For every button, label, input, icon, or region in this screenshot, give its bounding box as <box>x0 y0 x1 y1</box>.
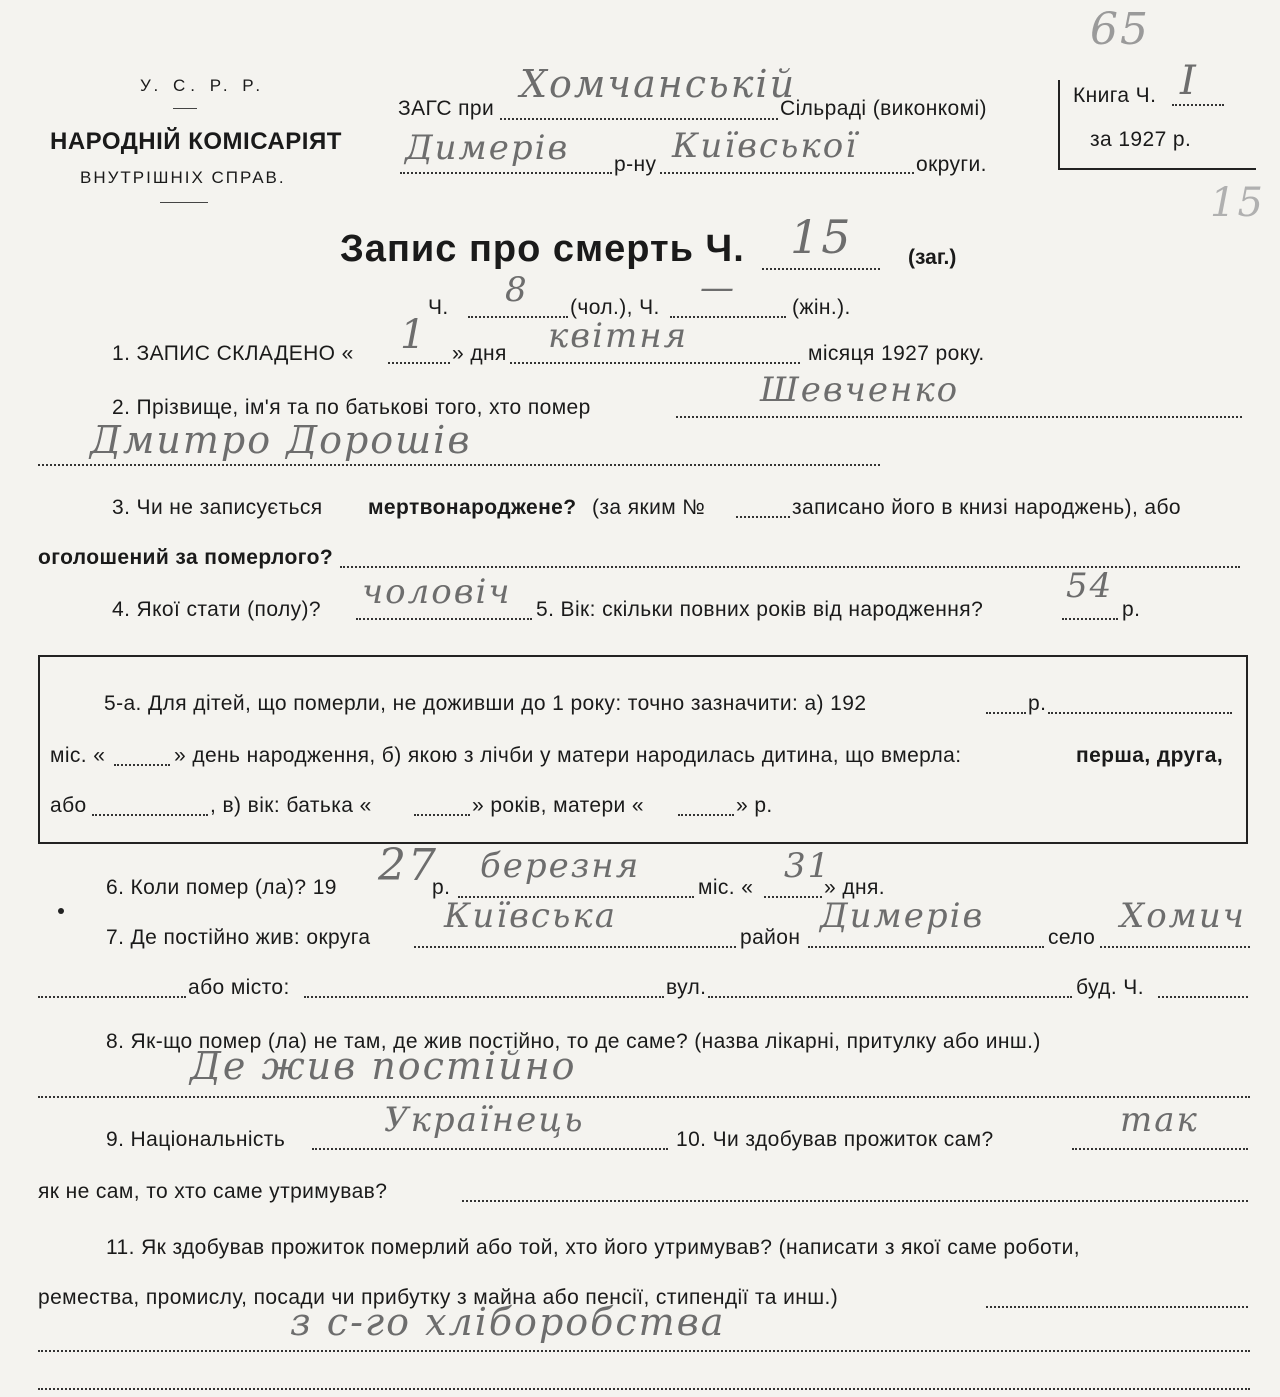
commissariat-label: НАРОДНІЙ КОМІСАРІЯТ <box>50 128 342 155</box>
f7-selo-label: село <box>1048 926 1096 949</box>
f2-line <box>676 416 1242 418</box>
zags-prefix: ЗАГС при <box>398 97 495 120</box>
book-label: Книга Ч. <box>1073 84 1157 107</box>
f4-value: чоловіч <box>362 572 512 612</box>
f7b-bud: буд. Ч. <box>1076 976 1144 999</box>
f10-value: так <box>1120 1100 1199 1140</box>
male-prefix: Ч. <box>428 296 449 319</box>
f5a-r: р. <box>1028 692 1047 715</box>
f5a-line3d: » р. <box>736 794 773 817</box>
f9-line <box>312 1148 668 1150</box>
f8-value: Де жив постійно <box>190 1044 577 1088</box>
f7b-line2 <box>304 996 664 998</box>
f5-line <box>1062 618 1118 620</box>
corner-mark: 65 <box>1090 4 1150 55</box>
f5a-month-line <box>1048 712 1232 714</box>
f7-rayon-label: район <box>740 926 801 949</box>
f7b-line1 <box>38 996 186 998</box>
f7-label: 7. Де постійно жив: округа <box>106 926 371 949</box>
f3-number-line <box>736 516 790 518</box>
f3-c: (за яким № <box>592 496 706 519</box>
f5a-line3c: » років, матери « <box>472 794 644 817</box>
f1-end: місяця 1927 року. <box>808 342 985 365</box>
f11-line4 <box>38 1388 1250 1390</box>
f11-line2: ремества, промислу, посади чи прибутку з майна або пенсії, стипендії та инш.) <box>38 1286 839 1309</box>
f3-e: оголошений за померлого? <box>38 546 334 569</box>
f5a-year-line <box>986 712 1026 714</box>
f7b-line4 <box>1158 996 1248 998</box>
f7b-misto: або місто: <box>188 976 290 999</box>
rayon-handwritten: Димерів <box>405 128 570 168</box>
f7b-line3 <box>708 996 1072 998</box>
record-title: Запис про смерть Ч. <box>340 228 745 270</box>
f5a-father-line <box>414 814 470 816</box>
f11-line3 <box>38 1350 1250 1352</box>
f7-selo: Хомич <box>1120 896 1246 936</box>
f11-value: з с-го хліборобства <box>290 1300 726 1344</box>
f1-month-line <box>510 362 800 364</box>
f5a-line3b: , в) вік: батька « <box>210 794 372 817</box>
f11-line2-blank <box>986 1306 1248 1308</box>
f1-day-line <box>388 362 450 364</box>
book-number-line <box>1172 104 1224 106</box>
f10b-label: як не сам, то хто саме утримував? <box>38 1180 388 1203</box>
f5a-day-line <box>114 764 170 766</box>
f8-label: 8. Як-що помер (ла) не там, де жив постійно, то де саме? (назва лікарні, притулку або инш.) <box>106 1030 1041 1053</box>
zags-handwritten: Хомчанській <box>520 62 797 106</box>
f7-rayon: Димерів <box>820 896 985 936</box>
divider <box>173 108 197 109</box>
department-label: ВНУТРІШНІХ СПРАВ. <box>80 168 286 187</box>
f1-mid: » дня <box>452 342 507 365</box>
rayon-line <box>400 172 612 174</box>
rayon-label: р-ну <box>614 153 657 176</box>
f3-d: записано його в книзі народжень), або <box>792 496 1181 519</box>
female-label: (жін.). <box>792 296 851 319</box>
f2-names: Дмитро Дорошів <box>90 418 472 462</box>
zags-line <box>500 118 778 120</box>
f5-value: 54 <box>1066 566 1114 606</box>
record-suffix: (заг.) <box>908 246 957 269</box>
f6-label: 6. Коли помер (ла)? 19 <box>106 876 337 899</box>
f1-day: 1 <box>400 312 428 358</box>
record-number: 15 <box>790 210 853 264</box>
f9-value: Українець <box>384 1100 585 1140</box>
f5a-line3a: або <box>50 794 87 817</box>
f5a-order-line <box>92 814 208 816</box>
f5a-mother-line <box>678 814 734 816</box>
f7-okruha: Київська <box>444 896 618 936</box>
f2-label: 2. Прізвище, ім'я та по батькові того, хто помер <box>112 396 591 419</box>
f5-unit: р. <box>1122 598 1141 621</box>
f5a-line2b: » день народження, б) якою з лічби у матери народилась дитина, що вмерла: <box>174 744 962 767</box>
f5a-line1: 5-а. Для дітей, що померли, не доживши до 1 року: точно зазначити: а) 192 <box>104 692 867 715</box>
f7-selo-line <box>1100 946 1250 948</box>
okruha-label: округи. <box>916 153 987 176</box>
f2-line2 <box>38 464 880 466</box>
record-number-line <box>762 268 880 270</box>
f6-day-line <box>764 896 822 898</box>
book-number: I <box>1180 58 1198 104</box>
f7-rayon-line <box>808 946 1044 948</box>
f5-label: 5. Вік: скільки повних років від народження? <box>536 598 984 621</box>
f7b-vul: вул. <box>666 976 707 999</box>
okruha-line <box>660 172 914 174</box>
divider <box>160 202 208 203</box>
f6-end: » дня. <box>824 876 885 899</box>
f10-line <box>1072 1148 1248 1150</box>
male-number: 8 <box>505 270 529 310</box>
f6-mis: міс. « <box>698 876 754 899</box>
f1-month: квітня <box>548 316 689 356</box>
f3-a: 3. Чи не записується <box>112 496 323 519</box>
f11-line1: 11. Як здобував прожиток померлий або той, хто його утримував? (написати з якої саме роботи, <box>106 1236 1080 1259</box>
f6-r: р. <box>432 876 451 899</box>
f2-surname: Шевченко <box>760 370 960 410</box>
f4-label: 4. Якої стати (полу)? <box>112 598 321 621</box>
selrada-label: Сільраді (виконкомі) <box>780 97 987 120</box>
f3-b: мертвонароджене? <box>368 496 577 519</box>
f6-year: 27 <box>378 840 438 891</box>
f6-day: 31 <box>784 846 832 886</box>
f5a-line2c: перша, друга, <box>1076 744 1224 767</box>
f1-label: 1. ЗАПИС СКЛАДЕНО « <box>112 342 354 365</box>
f10b-line <box>462 1200 1248 1202</box>
male-label: (чол.), Ч. <box>570 296 660 319</box>
republic-label: У. С. Р. Р. <box>140 76 266 95</box>
f8-line <box>38 1096 1250 1098</box>
f9-label: 9. Національність <box>106 1128 286 1151</box>
okruha-handwritten: Київської <box>672 126 859 166</box>
side-mark: 15 <box>1210 180 1265 226</box>
book-year: за 1927 р. <box>1090 128 1192 151</box>
f4-line <box>356 618 532 620</box>
f5a-line2a: міс. « <box>50 744 106 767</box>
f10-label: 10. Чи здобував прожиток сам? <box>676 1128 994 1151</box>
f6-month: березня <box>480 846 641 886</box>
female-number: — <box>700 268 736 308</box>
f7-okruha-line <box>414 946 736 948</box>
ink-dot <box>58 908 64 914</box>
